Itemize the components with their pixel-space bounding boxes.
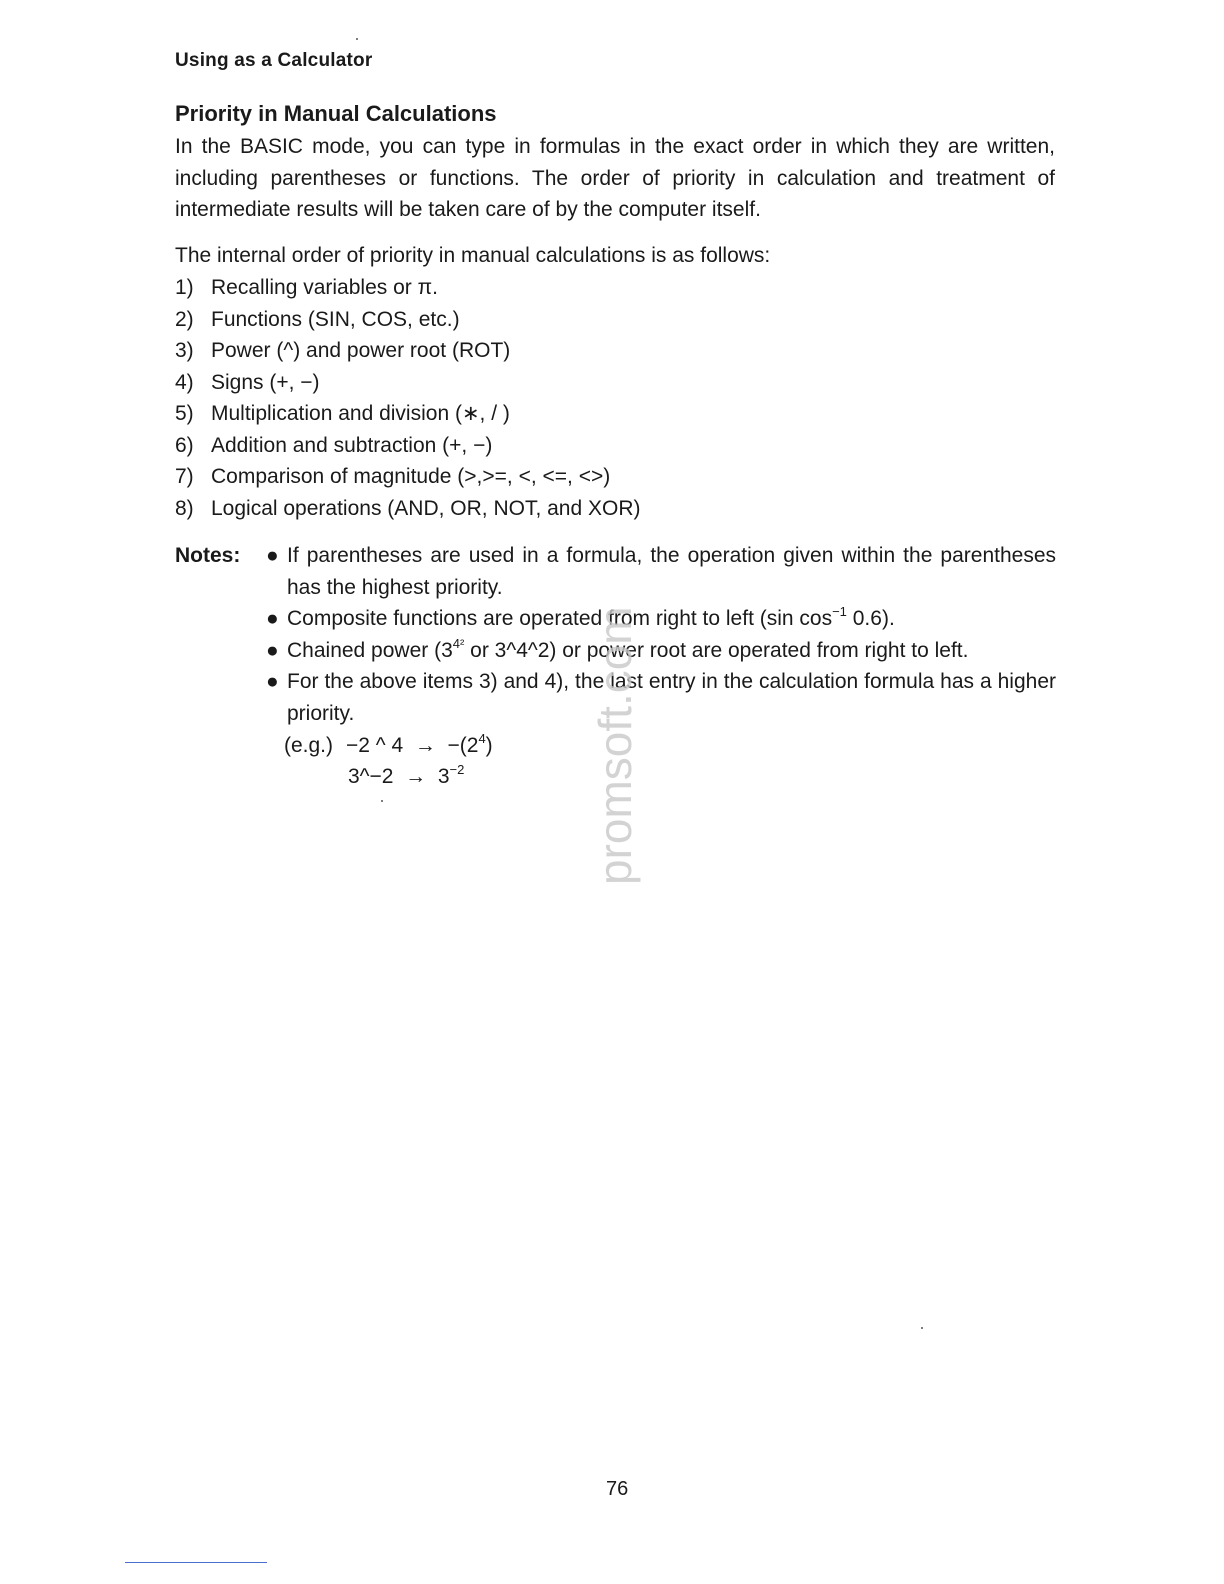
notes-label: Notes: [175,544,241,567]
scan-speck [381,800,383,802]
example-row [284,761,493,792]
arrow-icon: → [414,734,436,757]
example-label: (e.g.) [284,734,334,757]
note-text: or 3^4^2) or power root are operated from right to left. [464,638,969,662]
examples [284,730,493,792]
running-head: Using as a Calculator [175,50,373,71]
bullet-icon: ● [266,544,279,567]
scan-speck [356,38,358,40]
intro-paragraph: In the BASIC mode, you can type in formulas in the exact order in which they are written, including parentheses or functions. The order of priority in calculation and treatment of intermediate results will be taken care of by the computer itself. [175,135,1055,221]
list-number: 1) [175,276,194,299]
list-text: Logical operations (AND, OR, NOT, and XOR) [211,496,641,520]
list-text: Recalling variables or π. [211,276,438,299]
list-item [175,430,641,462]
list-number: 2) [175,307,194,331]
list-item [175,367,641,399]
example-rhs: ) [485,734,493,757]
bullet-icon: ● [266,670,279,693]
note-item [266,603,1056,635]
priority-list [175,272,641,524]
bullet-icon: ● [266,638,279,662]
note-text: If parentheses are used in a formula, the operation given within the parentheses has the highest priority. [287,544,1056,599]
superscript: −2 [449,762,465,777]
note-text: For the above items 3) and 4), the last entry in the calculation formula has a higher priority. [287,670,1056,725]
list-number: 8) [175,496,194,520]
note-text: Chained power (3 [287,638,453,662]
list-text: Power (^) and power root (ROT) [211,339,511,362]
scan-speck [921,1327,923,1329]
list-number: 3) [175,339,194,362]
list-item [175,398,641,430]
list-number: 4) [175,370,194,394]
list-item [175,272,641,304]
page-number: 76 [606,1478,629,1500]
example-lhs: −2 ^ 4 [346,734,404,757]
example-row [284,730,493,761]
notes-list [266,540,1056,729]
note-text: 0.6). [846,607,895,630]
arrow-icon: → [405,765,427,788]
example-rhs: 3 [437,765,450,788]
example-lhs: 3^−2 [348,765,394,788]
list-text: Comparison of magnitude (>,>=, <, <=, <>) [211,465,611,488]
list-item [175,461,641,493]
note-item [266,540,1056,603]
superscript: 4² [452,635,465,651]
example-rhs: −(2 [447,734,479,757]
bottom-rule [125,1562,267,1563]
list-text: Functions (SIN, COS, etc.) [211,307,460,331]
list-number: 5) [175,402,194,425]
list-text: Signs (+, −) [211,370,320,394]
note-item [266,666,1056,729]
section-title: Priority in Manual Calculations [175,101,497,126]
superscript: −1 [832,604,847,619]
list-item [175,335,641,367]
superscript: 4 [478,731,486,746]
list-number: 7) [175,465,194,488]
list-item [175,493,641,525]
list-item [175,304,641,336]
list-text: Addition and subtraction (+, −) [211,433,493,457]
watermark: promsoft.com [589,606,641,885]
list-text: Multiplication and division (∗, / ) [211,402,510,425]
note-text: Composite functions are operated from right to left (sin cos [287,607,833,630]
order-intro: The internal order of priority in manual calculations is as follows: [175,244,771,267]
list-number: 6) [175,433,194,457]
bullet-icon: ● [266,607,279,630]
note-item [266,635,1056,667]
